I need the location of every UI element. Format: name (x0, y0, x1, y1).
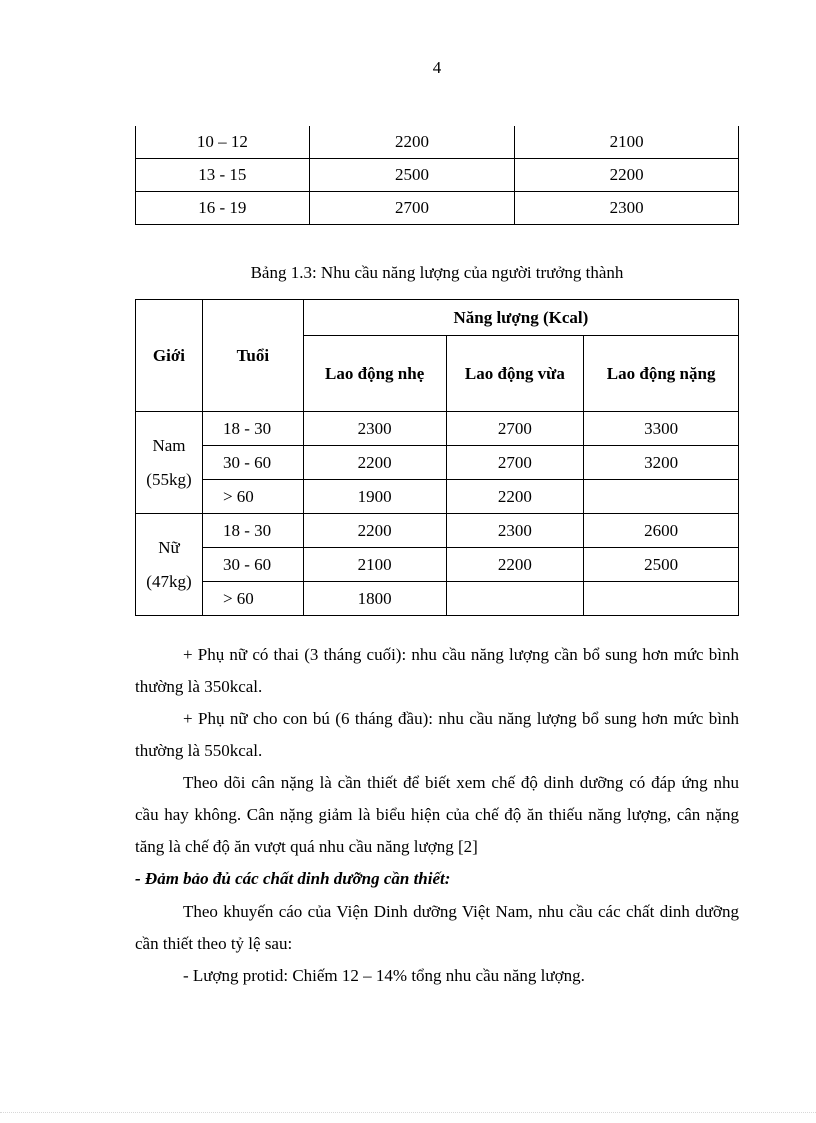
value-cell: 2100 (303, 548, 446, 582)
gender-cell-male (136, 412, 203, 514)
value-cell: 2300 (446, 514, 584, 548)
age-cell: > 60 (202, 480, 303, 514)
value-cell: 2600 (584, 514, 739, 548)
paragraph-protid: - Lượng protid: Chiếm 12 – 14% tổng nhu cầu năng lượng. (183, 966, 585, 985)
value-cell: 2100 (515, 126, 739, 159)
age-cell: > 60 (202, 582, 303, 616)
section-heading: - Đảm bảo đủ các chất dinh dưỡng cần thiết: (135, 869, 451, 888)
header-age: Tuổi (202, 300, 303, 412)
table-row (136, 126, 739, 159)
paragraph-weight-monitoring: Theo dõi cân nặng là cần thiết để biết xem chế độ dinh dưỡng có đáp ứng nhu cầu hay không. Cân nặng giảm là biểu hiện của chế độ ăn thiếu năng lượng, cân nặng tăng là chế độ ăn vượt quá nhu cầu năng lượng [2] (135, 773, 739, 856)
page-bottom-divider (0, 1112, 816, 1113)
value-cell: 2200 (446, 480, 584, 514)
header-light-labor: Lao động nhẹ (303, 336, 446, 412)
value-cell: 3200 (584, 446, 739, 480)
value-cell: 2200 (515, 159, 739, 192)
value-cell: 2700 (446, 412, 584, 446)
value-cell: 2200 (309, 126, 515, 159)
table-row (136, 480, 739, 514)
value-cell: 2300 (303, 412, 446, 446)
value-cell: 2200 (303, 514, 446, 548)
value-cell (584, 480, 739, 514)
gender-cell-female (136, 514, 203, 616)
gender-weight: (55kg) (146, 469, 192, 489)
value-cell (446, 582, 584, 616)
page-number: 4 (432, 58, 442, 77)
table-row (136, 159, 739, 192)
age-cell: 30 - 60 (202, 446, 303, 480)
value-cell: 2200 (446, 548, 584, 582)
paragraph-recommendation: Theo khuyến cáo của Viện Dinh dưỡng Việt Nam, nhu cầu các chất dinh dưỡng cần thiết theo tỷ lệ sau: (135, 902, 739, 953)
age-cell: 18 - 30 (202, 412, 303, 446)
value-cell: 3300 (584, 412, 739, 446)
energy-table-continued (135, 126, 739, 225)
value-cell: 2500 (309, 159, 515, 192)
adult-energy-table (135, 299, 739, 616)
value-cell: 1900 (303, 480, 446, 514)
table-row (136, 192, 739, 225)
age-cell: 30 - 60 (202, 548, 303, 582)
header-heavy-labor: Lao động nặng (584, 336, 739, 412)
age-cell: 16 - 19 (136, 192, 310, 225)
value-cell: 2200 (303, 446, 446, 480)
age-cell: 13 - 15 (136, 159, 310, 192)
table-caption: Bảng 1.3: Nhu cầu năng lượng của người trưởng thành (250, 263, 624, 282)
table-row (136, 582, 739, 616)
table-row (136, 548, 739, 582)
age-cell: 18 - 30 (202, 514, 303, 548)
value-cell: 1800 (303, 582, 446, 616)
value-cell: 2300 (515, 192, 739, 225)
value-cell: 2700 (446, 446, 584, 480)
header-energy: Năng lượng (Kcal) (303, 300, 738, 336)
paragraph-pregnant: + Phụ nữ có thai (3 tháng cuối): nhu cầu năng lượng cần bổ sung hơn mức bình thường là 350kcal. (135, 645, 739, 696)
gender-label: Nam (152, 435, 186, 455)
table-row (136, 514, 739, 548)
age-cell: 10 – 12 (136, 126, 310, 159)
value-cell: 2500 (584, 548, 739, 582)
table-row (136, 412, 739, 446)
paragraph-breastfeeding: + Phụ nữ cho con bú (6 tháng đầu): nhu cầu năng lượng bổ sung hơn mức bình thường là 550kcal. (135, 709, 739, 760)
header-medium-labor: Lao động vừa (446, 336, 584, 412)
value-cell (584, 582, 739, 616)
table-row (136, 446, 739, 480)
header-gender: Giới (136, 300, 203, 412)
value-cell: 2700 (309, 192, 515, 225)
header-row (136, 300, 739, 336)
gender-label: Nữ (158, 537, 180, 557)
gender-weight: (47kg) (146, 571, 192, 591)
